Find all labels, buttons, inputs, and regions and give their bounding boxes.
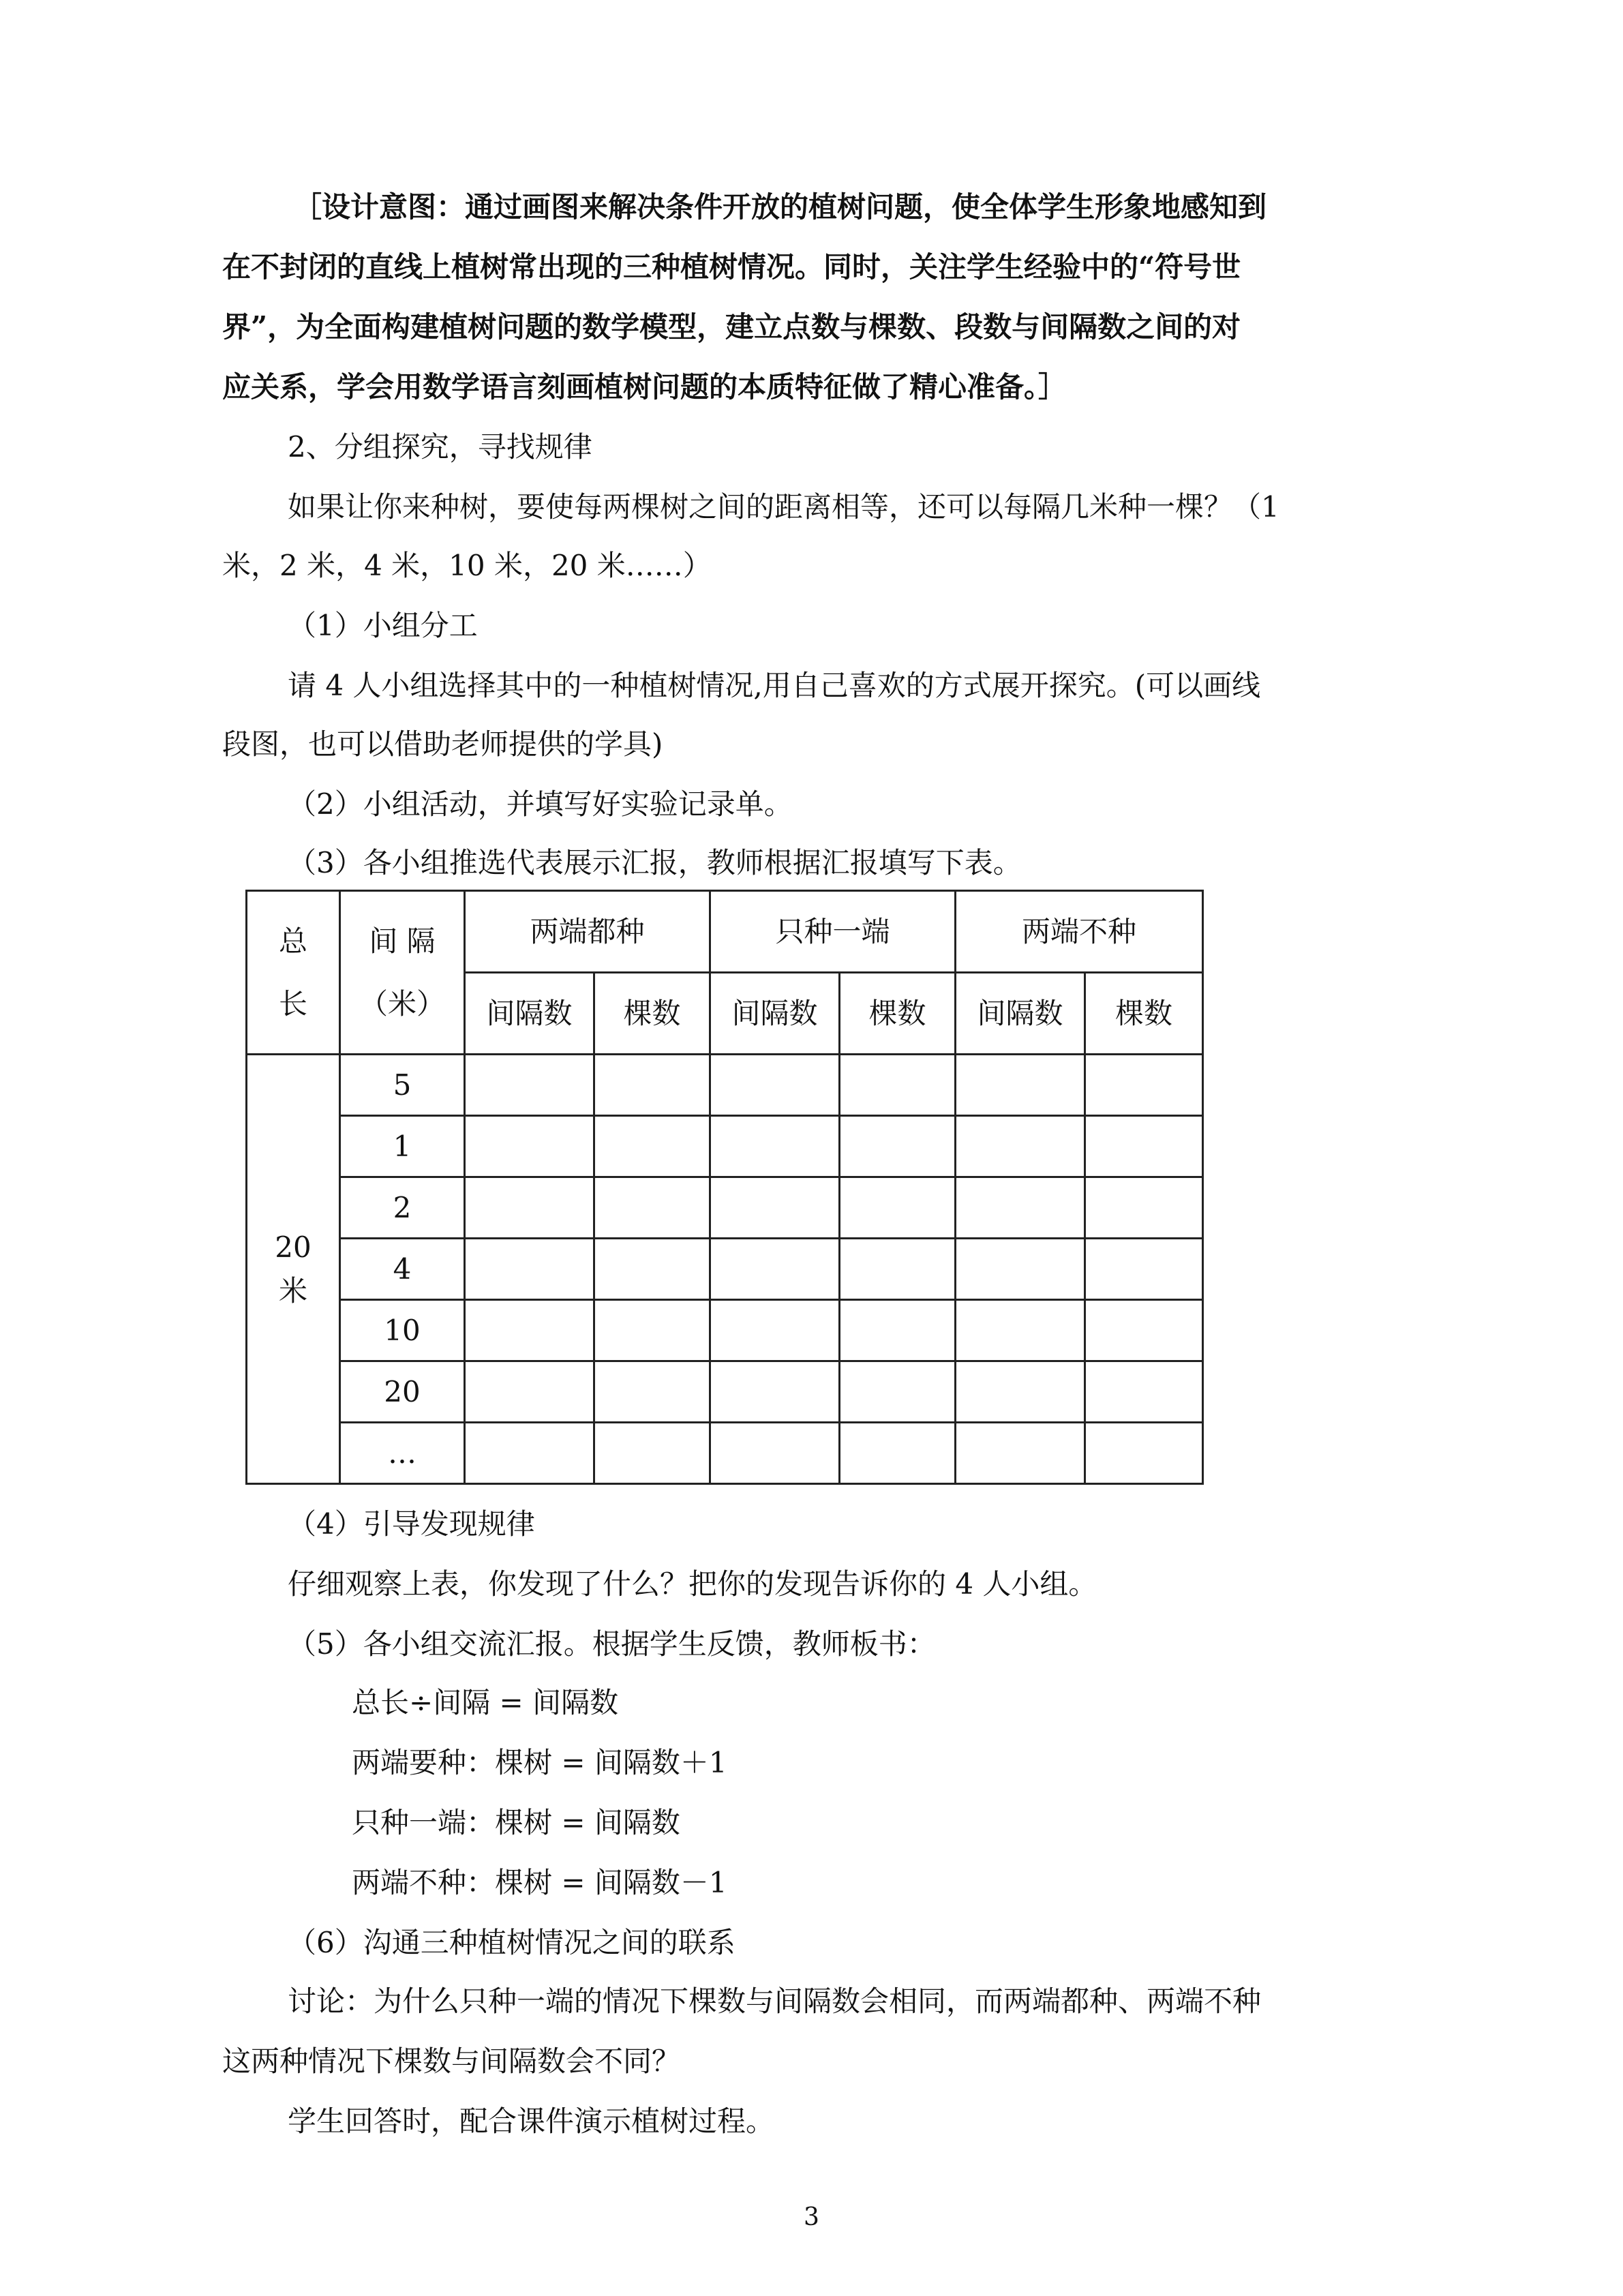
blank-cell bbox=[1085, 1055, 1203, 1116]
experiment-record-table bbox=[245, 890, 1204, 1485]
blank-cell bbox=[465, 1300, 594, 1361]
blank-cell bbox=[594, 1239, 710, 1300]
blank-cell bbox=[710, 1055, 840, 1116]
step5-title: （5）各小组交流汇报。根据学生反馈，教师板书： bbox=[288, 1627, 936, 1661]
blank-cell bbox=[956, 1300, 1085, 1361]
formula-line-4: 两端不种：棵树 = 间隔数－1 bbox=[352, 1866, 727, 1899]
discussion-line-1: 讨论：为什么只种一端的情况下棵数与间隔数会相同，而两端都种、两端不种 bbox=[288, 1984, 1262, 2018]
step2-title: （2）小组活动，并填写好实验记录单。 bbox=[288, 787, 793, 821]
interval-value-cell: 5 bbox=[340, 1055, 465, 1116]
interval-value-cell: 10 bbox=[340, 1300, 465, 1361]
discussion-line-2: 这两种情况下棵数与间隔数会不同？ bbox=[222, 2044, 681, 2078]
step4-text: 仔细观察上表，你发现了什么？把你的发现告诉你的 4 人小组。 bbox=[288, 1567, 1097, 1601]
blank-cell bbox=[594, 1055, 710, 1116]
header-both-ends: 两端都种 bbox=[465, 891, 710, 973]
blank-cell bbox=[956, 1116, 1085, 1177]
interval-value-cell: 20 bbox=[340, 1361, 465, 1423]
subheader-tree-count: 棵数 bbox=[1085, 973, 1203, 1055]
design-intent-line-4: 应关系，学会用数学语言刻画植树问题的本质特征做了精心准备。］ bbox=[222, 370, 1067, 404]
blank-cell bbox=[465, 1116, 594, 1177]
blank-cell bbox=[840, 1116, 956, 1177]
header-interval-meters: 间 隔 （米） bbox=[340, 891, 465, 1055]
header-total-length: 总 长 bbox=[247, 891, 340, 1055]
blank-cell bbox=[840, 1055, 956, 1116]
closing-text: 学生回答时，配合课件演示植树过程。 bbox=[288, 2104, 775, 2138]
interval-value-cell: … bbox=[340, 1423, 465, 1484]
header-one-end: 只种一端 bbox=[710, 891, 956, 973]
subheader-tree-count: 棵数 bbox=[840, 973, 956, 1055]
blank-cell bbox=[710, 1300, 840, 1361]
interval-value-cell: 4 bbox=[340, 1239, 465, 1300]
blank-cell bbox=[956, 1423, 1085, 1484]
blank-cell bbox=[594, 1300, 710, 1361]
blank-cell bbox=[710, 1116, 840, 1177]
formula-line-1: 总长÷间隔 = 间隔数 bbox=[352, 1686, 619, 1719]
step1-text-line-2: 段图，也可以借助老师提供的学具) bbox=[222, 727, 663, 761]
blank-cell bbox=[840, 1300, 956, 1361]
blank-cell bbox=[594, 1423, 710, 1484]
blank-cell bbox=[840, 1177, 956, 1239]
blank-cell bbox=[710, 1361, 840, 1423]
blank-cell bbox=[710, 1239, 840, 1300]
blank-cell bbox=[594, 1116, 710, 1177]
blank-cell bbox=[465, 1177, 594, 1239]
interval-value-cell: 2 bbox=[340, 1177, 465, 1239]
design-intent-line-3: 界”，为全面构建植树问题的数学模型，建立点数与棵数、段数与间隔数之间的对 bbox=[222, 310, 1241, 344]
subheader-tree-count: 棵数 bbox=[594, 973, 710, 1055]
step4-title: （4）引导发现规律 bbox=[288, 1507, 535, 1541]
blank-cell bbox=[1085, 1300, 1203, 1361]
design-intent-line-2: 在不封闭的直线上植树常出现的三种植树情况。同时，关注学生经验中的“符号世 bbox=[222, 250, 1241, 284]
blank-cell bbox=[840, 1423, 956, 1484]
subheader-interval-count: 间隔数 bbox=[956, 973, 1085, 1055]
blank-cell bbox=[465, 1239, 594, 1300]
blank-cell bbox=[1085, 1116, 1203, 1177]
blank-cell bbox=[840, 1239, 956, 1300]
blank-cell bbox=[1085, 1239, 1203, 1300]
blank-cell bbox=[710, 1177, 840, 1239]
blank-cell bbox=[840, 1361, 956, 1423]
blank-cell bbox=[710, 1423, 840, 1484]
blank-cell bbox=[956, 1239, 1085, 1300]
question-line-2: 米，2 米，4 米，10 米，20 米……） bbox=[222, 549, 712, 582]
blank-cell bbox=[1085, 1361, 1203, 1423]
section2-heading: 2、分组探究，寻找规律 bbox=[288, 430, 592, 464]
blank-cell bbox=[594, 1361, 710, 1423]
step6-title: （6）沟通三种植树情况之间的联系 bbox=[288, 1926, 735, 1959]
blank-cell bbox=[956, 1055, 1085, 1116]
subheader-interval-count: 间隔数 bbox=[465, 973, 594, 1055]
step1-text-line-1: 请 4 人小组选择其中的一种植树情况,用自己喜欢的方式展开探究。(可以画线 bbox=[288, 669, 1261, 702]
blank-cell bbox=[956, 1177, 1085, 1239]
subheader-interval-count: 间隔数 bbox=[710, 973, 840, 1055]
blank-cell bbox=[956, 1361, 1085, 1423]
header-no-ends: 两端不种 bbox=[956, 891, 1203, 973]
formula-line-2: 两端要种：棵树 = 间隔数＋1 bbox=[352, 1746, 727, 1779]
step3-title: （3）各小组推选代表展示汇报，教师根据汇报填写下表。 bbox=[288, 846, 1022, 879]
page-number: 3 bbox=[804, 2203, 819, 2231]
interval-value-cell: 1 bbox=[340, 1116, 465, 1177]
blank-cell bbox=[594, 1177, 710, 1239]
total-length-cell: 20 米 bbox=[247, 1055, 340, 1484]
blank-cell bbox=[465, 1423, 594, 1484]
step1-title: （1）小组分工 bbox=[288, 609, 478, 642]
formula-line-3: 只种一端：棵树 = 间隔数 bbox=[352, 1806, 680, 1839]
blank-cell bbox=[465, 1361, 594, 1423]
question-line-1: 如果让你来种树，要使每两棵树之间的距离相等，还可以每隔几米种一棵？（1 bbox=[288, 490, 1279, 524]
blank-cell bbox=[1085, 1177, 1203, 1239]
design-intent-line-1: ［设计意图：通过画图来解决条件开放的植树问题，使全体学生形象地感知到 bbox=[293, 190, 1267, 224]
blank-cell bbox=[1085, 1423, 1203, 1484]
blank-cell bbox=[465, 1055, 594, 1116]
